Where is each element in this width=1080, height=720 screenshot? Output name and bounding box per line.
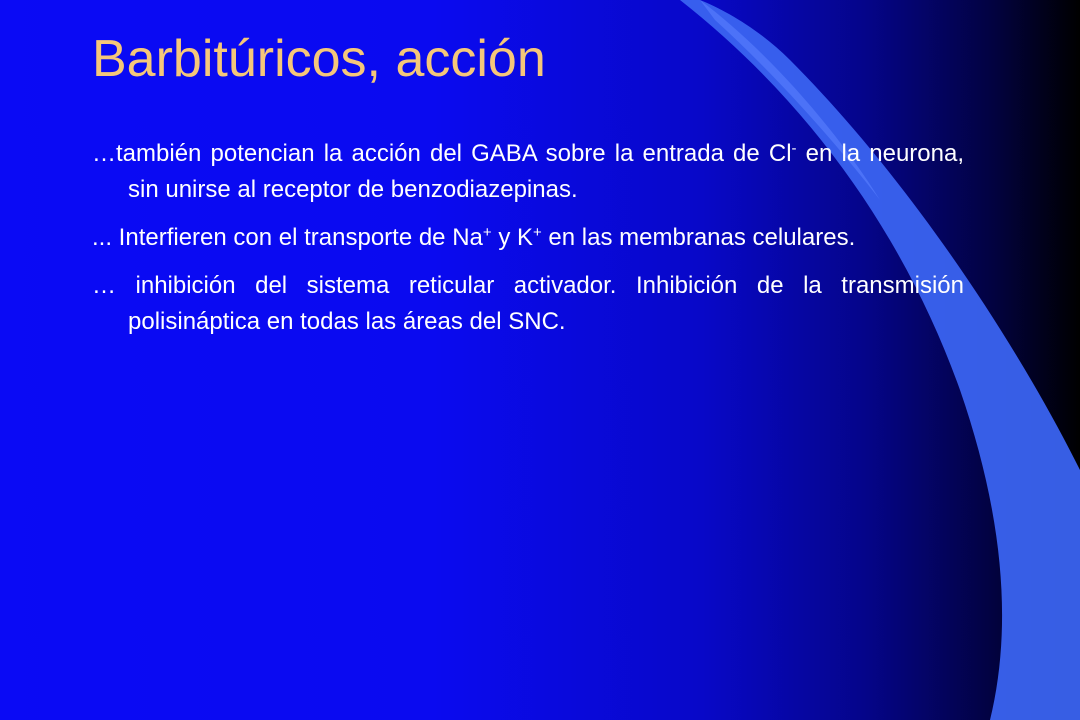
paragraph-text: ... Interfieren con el transporte de Na — [92, 224, 483, 251]
swoosh-band — [680, 0, 1080, 720]
superscript-charge: + — [533, 224, 542, 241]
superscript-charge: - — [791, 140, 797, 157]
paragraph-text: en la neurona, sin unirse al receptor de benzodiazepinas. — [128, 140, 964, 203]
bullet-paragraph — [92, 220, 964, 256]
superscript-charge: + — [482, 224, 492, 241]
paragraph-text: y K — [491, 224, 533, 251]
bullet-paragraph — [92, 136, 964, 208]
paragraph-text: en las membranas celulares. — [541, 224, 856, 251]
paragraph-text: … inhibición del sistema reticular activador. Inhibición de la transmisión polisináptica en todas las áreas del SNC. — [92, 272, 964, 335]
paragraph-text: …también potencian la acción del GABA sobre la entrada de Cl — [92, 140, 792, 167]
bullet-paragraph — [92, 268, 964, 340]
slide-body — [92, 136, 964, 352]
slide-title: Barbitúricos, acción — [92, 30, 546, 88]
